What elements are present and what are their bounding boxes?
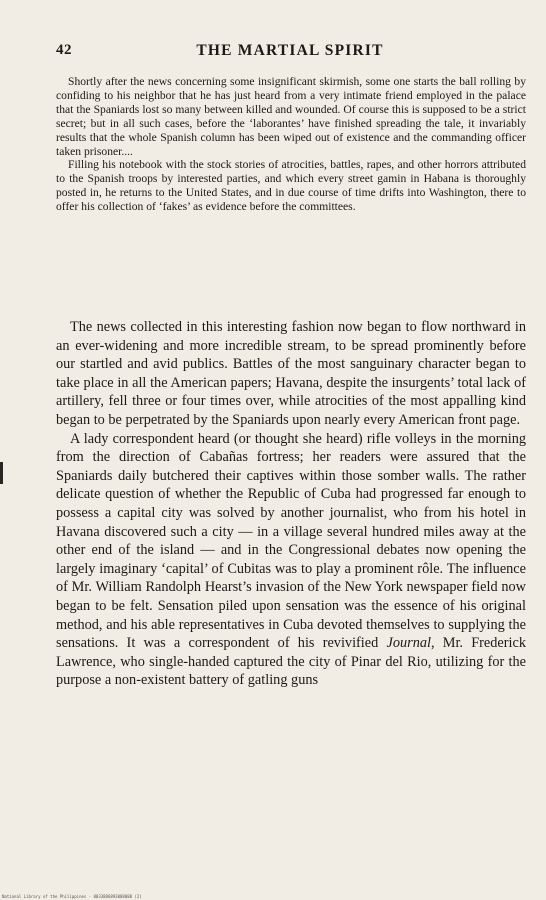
- quote-paragraph-2: Filling his notebook with the stock stories of atrocities, battles, rapes, and other horrors attributed to the Spanish troops by interested parties, and which every street gamin in Habana is thoroughly posted in, he returns to the United States, and in due course of time drifts into Washington, there to offer his collection of ‘fakes’ as evidence before the committees.: [56, 158, 526, 214]
- body-paragraph-2: [56, 430, 526, 690]
- body-paragraph-2-text-b: , Mr. Frederick Lawrence, who single-handed captured the city of Pinar del Rio, utilizing for the purpose a non-existent battery of gatling guns: [56, 635, 526, 689]
- page-number: 42: [56, 42, 72, 58]
- journal-title: Journal: [386, 635, 431, 652]
- block-quote: [56, 75, 526, 214]
- running-title: THE MARTIAL SPIRIT: [196, 42, 384, 59]
- page-edge-mark: [0, 462, 3, 484]
- body-paragraph-2-text-a: A lady correspondent heard (or thought she heard) rifle volleys in the morning from the direction of Cabañas fortress; her readers were assured that the Spaniards daily butchered their captives within those somber walls. The rather delicate question of whether the Republic of Cuba had progressed far enough to possess a capital city was solved by another journalist, who from his hotel in Havana discovered such a city — in a village several hundred miles away at the other end of the island — and in the Congressional debates now opening the largely imaginary ‘capital’ of Cubitas was to play a prominent rôle. The influence of Mr. William Randolph Hearst’s invasion of the New York newspaper field now began to be felt. Sensation piled upon sensation was the essence of his original method, and his able representatives in Cuba devoted themselves to supplying the sensations. It was a correspondent of his revivified: [56, 430, 526, 652]
- body-paragraph-1: The news collected in this interesting fashion now began to flow northward in an ever-widening and more incredible stream, to be spread prominently before our startled and avid publics. Battles of the most sanguinary character began to take place in all the American papers; Havana, despite the insurgents’ total lack of artillery, fell three or four times over, while atrocities of the most appalling kind began to be perpetrated by the Spaniards upon nearly every American front page.: [56, 319, 526, 428]
- body-text: [56, 318, 526, 690]
- quote-paragraph-1: Shortly after the news concerning some insignificant skirmish, some one starts the ball rolling by confiding to his neighbor that he has just heard from a very intimate friend employed in the palace that the Spaniards lost so many between killed and wounded. Of course this is supposed to be a strict secret; but in all such cases, before the ‘laborantes’ have finished spreading the tale, it invariably results that the whole Spanish column has been wiped out of existence and the commanding officer taken prisoner....: [56, 75, 526, 158]
- scan-footer: National Library of the Philippines · 8033886893088088 (2): [2, 894, 142, 899]
- page-header: [56, 42, 524, 62]
